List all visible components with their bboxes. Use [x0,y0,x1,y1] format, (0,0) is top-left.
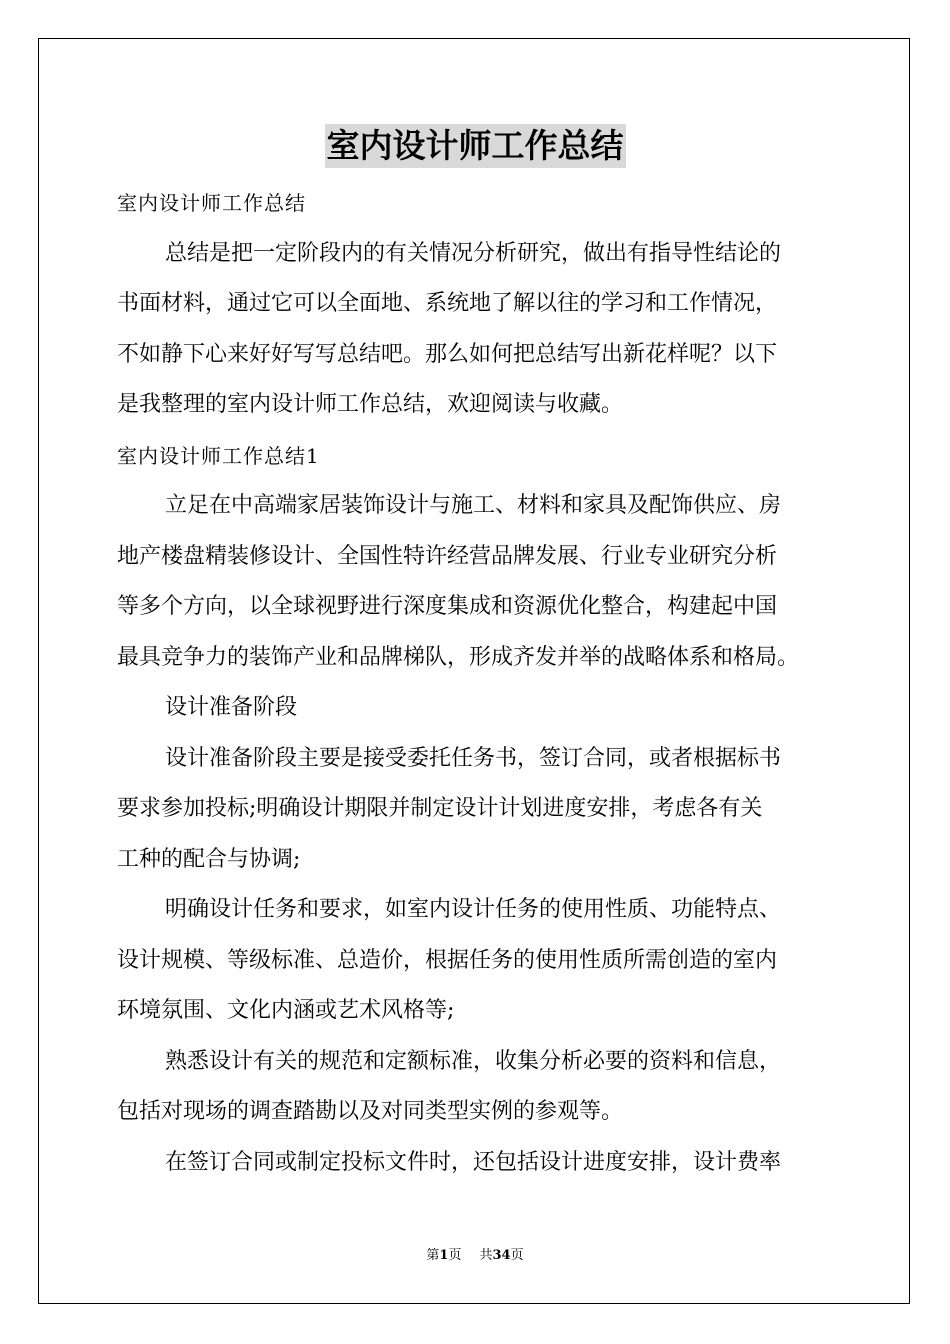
text-line: 设计规模、等级标准、总造价，根据任务的使用性质所需创造的室内 [117,947,778,973]
text-line: 工种的配合与协调; [117,846,301,872]
text-line: 熟悉设计有关的规范和定额标准，收集分析必要的资料和信息， [165,1048,782,1074]
page-prefix: 第 [426,1248,440,1263]
text-line: 是我整理的室内设计师工作总结，欢迎阅读与收藏。 [117,392,624,417]
title-container [0,124,950,168]
section-heading: 室内设计师工作总结1 [117,443,320,468]
text-line: 设计准备阶段 [165,695,298,720]
page-suffix: 页 [448,1248,462,1263]
text-line: 在签订合同或制定投标文件时，还包括设计进度安排，设计费率 [165,1149,782,1175]
text-line: 环境氛围、文化内涵或艺术风格等; [117,998,455,1023]
text-line: 总结是把一定阶段内的有关情况分析研究，做出有指导性结论的 [165,240,782,266]
text-line: 不如静下心来好好写写总结吧。那么如何把总结写出新花样呢？以下 [117,341,778,367]
text-line: 要求参加投标;明确设计期限并制定设计计划进度安排，考虑各有关 [117,796,763,821]
text-line: 书面材料，通过它可以全面地、系统地了解以往的学习和工作情况， [117,291,778,316]
section-heading: 室内设计师工作总结 [117,191,306,215]
total-suffix: 页 [510,1248,524,1263]
document-body [117,178,837,1188]
text-line: 最具竞争力的装饰产业和品牌梯队，形成齐发并举的战略体系和格局。 [117,644,800,670]
total-pages: 34 [492,1248,511,1263]
text-line: 地产楼盘精装修设计、全国性特许经营品牌发展、行业专业研究分析 [117,543,778,569]
page-footer [0,1246,950,1266]
text-line: 设计准备阶段主要是接受委托任务书，签订合同，或者根据标书 [165,745,782,771]
text-line: 等多个方向，以全球视野进行深度集成和资源优化整合，构建起中国 [117,594,778,619]
text-line: 明确设计任务和要求，如室内设计任务的使用性质、功能特点、 [165,897,782,922]
page-number: 1 [439,1248,449,1263]
text-line: 立足在中高端家居装饰设计与施工、材料和家具及配饰供应、房 [165,493,782,518]
document-title: 室内设计师工作总结 [325,124,626,168]
total-prefix: 共 [479,1248,493,1263]
text-line: 包括对现场的调查踏勘以及对同类型实例的参观等。 [117,1099,624,1124]
